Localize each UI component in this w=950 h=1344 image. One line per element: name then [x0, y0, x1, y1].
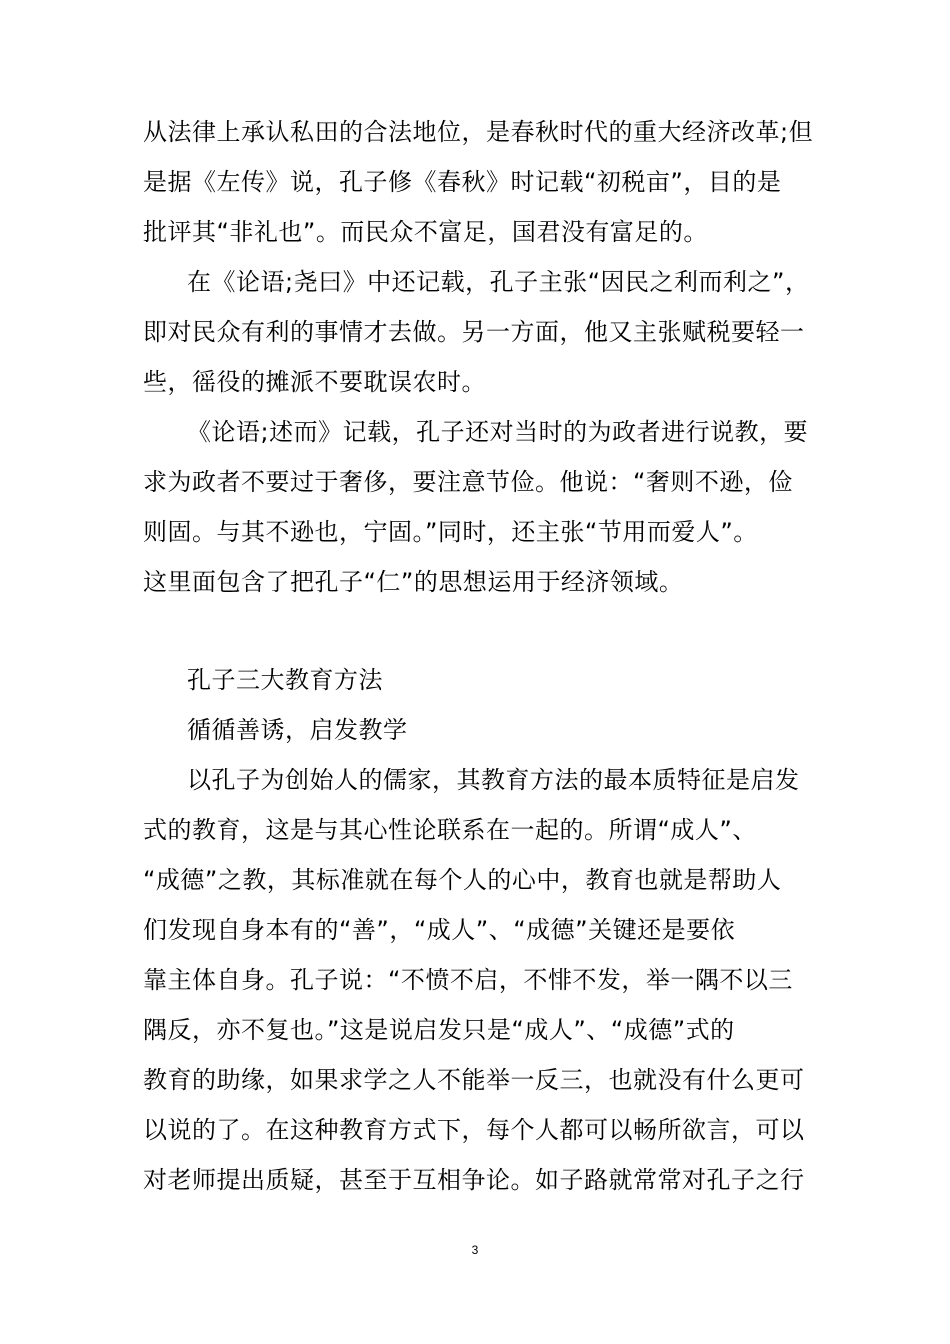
- text-line: 些，徭役的摊派不要耽误农时。: [143, 368, 486, 396]
- text-line: 则固。与其不逊也，宁固。”同时，还主张“节用而爱人”。: [143, 518, 758, 546]
- text-line: 《论语;述而》记载，孔子还对当时的为政者进行说教，要: [187, 418, 809, 446]
- text-line: 在《论语;尧曰》中还记载，孔子主张“因民之利而利之”，: [187, 268, 810, 296]
- page-number: 3: [471, 1243, 479, 1257]
- text-line: 批评其“非礼也”。而民众不富足，国君没有富足的。: [143, 218, 708, 246]
- text-line: 以孔子为创始人的儒家，其教育方法的最本质特征是启发: [187, 766, 800, 794]
- text-line: 这里面包含了把孔子“仁”的思想运用于经济领域。: [143, 568, 684, 596]
- text-line: 式的教育，这是与其心性论联系在一起的。所谓“成人”、: [143, 816, 757, 844]
- text-line: 从法律上承认私田的合法地位，是春秋时代的重大经济改革;但: [143, 118, 814, 146]
- text-line: 教育的助缘，如果求学之人不能举一反三，也就没有什么更可: [143, 1066, 805, 1094]
- text-line: 以说的了。在这种教育方式下，每个人都可以畅所欲言，可以: [143, 1116, 805, 1144]
- text-line: 求为政者不要过于奢侈，要注意节俭。他说：“奢则不逊，俭: [143, 468, 793, 496]
- subsection-heading: 循循善诱，启发教学: [187, 716, 408, 744]
- text-line: 们发现自身本有的“善”，“成人”、“成德”关键还是要依: [143, 916, 736, 944]
- text-line: 隅反，亦不复也。”这是说启发只是“成人”、“成德”式的: [143, 1016, 735, 1044]
- text-line: “成德”之教，其标准就在每个人的心中，教育也就是帮助人: [143, 866, 782, 894]
- text-line: 即对民众有利的事情才去做。另一方面，他又主张赋税要轻一: [143, 318, 805, 346]
- text-line: 对老师提出质疑，甚至于互相争论。如子路就常常对孔子之行: [143, 1166, 805, 1194]
- section-heading: 孔子三大教育方法: [187, 666, 383, 694]
- text-line: 是据《左传》说，孔子修《春秋》时记载“初税亩”，目的是: [143, 168, 782, 196]
- text-line: 靠主体自身。孔子说：“不愤不启，不悱不发，举一隅不以三: [143, 966, 793, 994]
